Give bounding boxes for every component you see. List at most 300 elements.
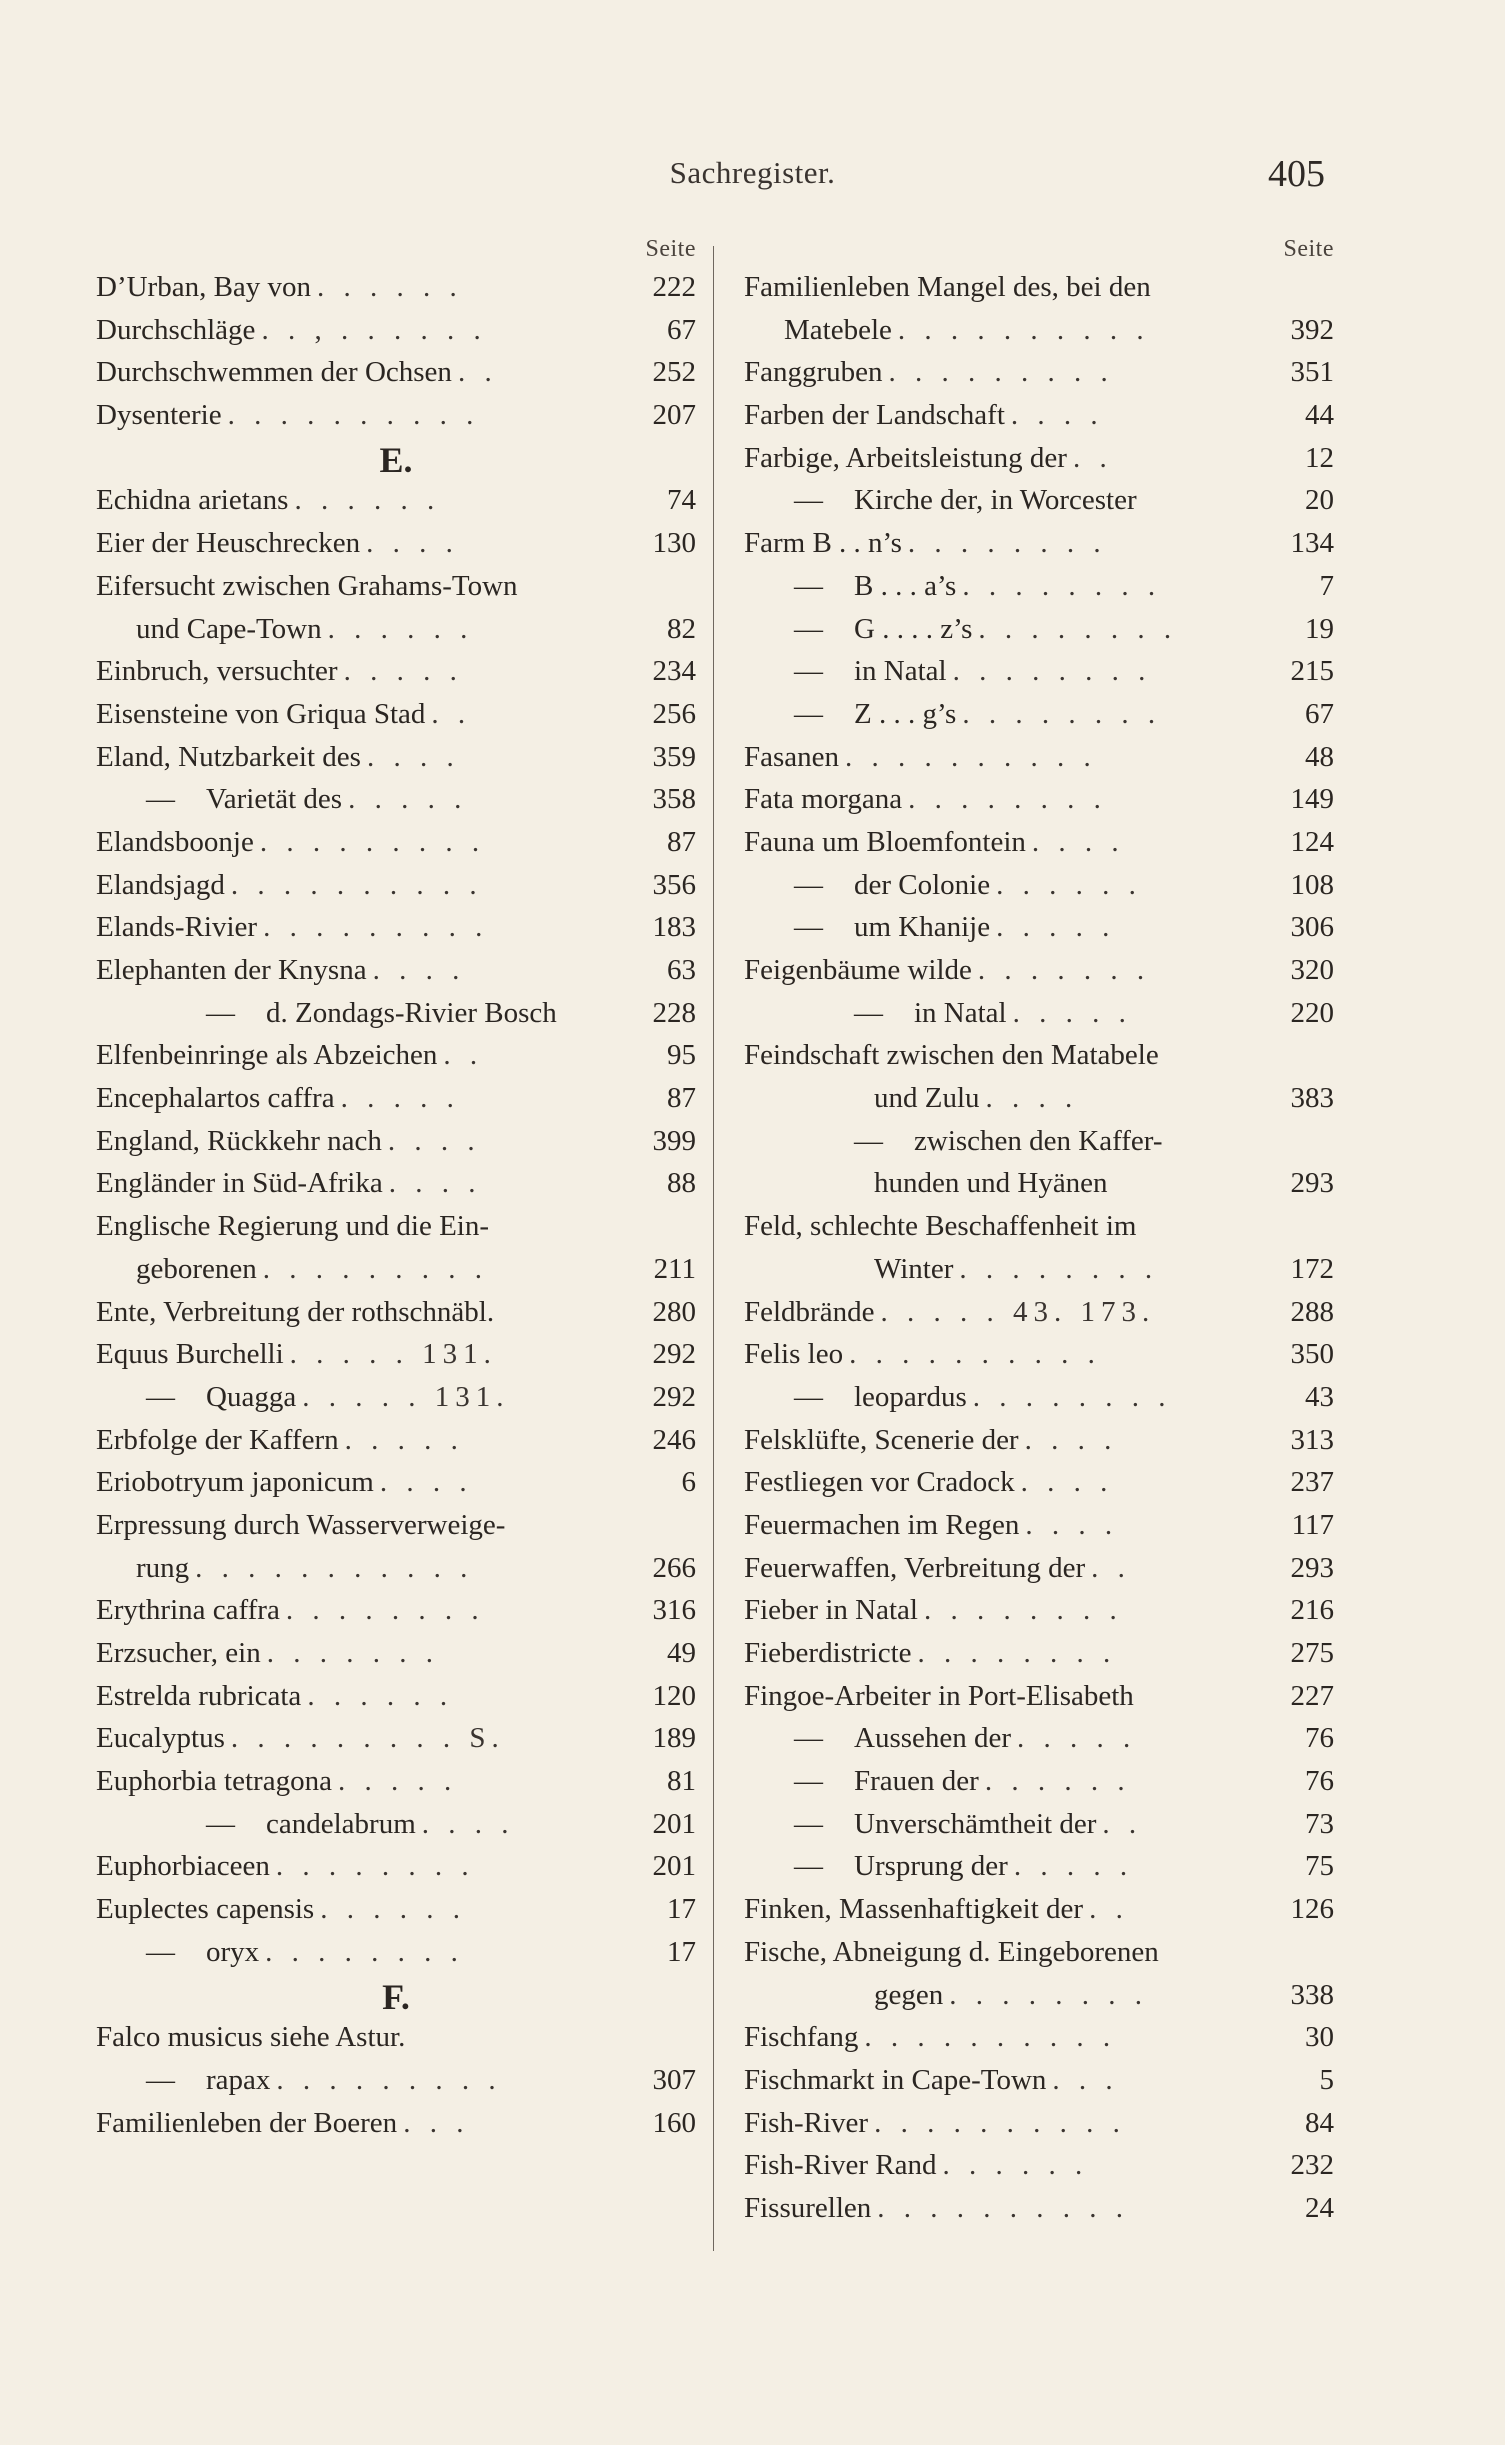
leader-dots: . . . . . . . bbox=[977, 954, 1151, 986]
page-reference: 20 bbox=[1305, 484, 1334, 517]
ditto-dash: — bbox=[794, 1807, 823, 1840]
page-reference: 266 bbox=[652, 1551, 696, 1584]
entry-term: Eier der Heuschrecken bbox=[96, 527, 361, 560]
entry-term: Eucalyptus bbox=[96, 1722, 225, 1755]
page-reference: 288 bbox=[1290, 1295, 1334, 1328]
page-reference: 383 bbox=[1290, 1082, 1334, 1115]
leader-dots: . . . . . bbox=[996, 911, 1116, 944]
entry-term: d. Zondags-Rivier Bosch bbox=[266, 996, 557, 1029]
column-divider bbox=[713, 246, 714, 2251]
index-entry bbox=[744, 437, 1334, 480]
index-subentry bbox=[744, 1717, 1334, 1760]
page-reference: 117 bbox=[1291, 1508, 1334, 1541]
leader-dots: . . . . . . . . . . bbox=[874, 2106, 1126, 2139]
page-reference: 189 bbox=[652, 1722, 696, 1755]
page-reference: 359 bbox=[652, 740, 696, 773]
page-reference: 207 bbox=[652, 399, 696, 432]
ditto-dash: — bbox=[794, 569, 823, 602]
entry-term: Erythrina caffra bbox=[96, 1594, 280, 1627]
page-reference: 232 bbox=[1290, 2149, 1334, 2182]
page-reference: 220 bbox=[1290, 996, 1334, 1029]
page-reference: 293 bbox=[1290, 1167, 1334, 1200]
index-entry bbox=[744, 1291, 1334, 1334]
leader-dots: . . . . . . . . bbox=[952, 655, 1152, 688]
index-entry bbox=[96, 693, 696, 736]
entry-term: in Natal bbox=[914, 996, 1007, 1029]
ditto-dash: — bbox=[206, 996, 235, 1029]
index-subentry bbox=[744, 1760, 1334, 1803]
index-entry bbox=[96, 1333, 696, 1376]
index-entry bbox=[744, 1205, 1334, 1248]
leader-dots: . . . . . . . . bbox=[275, 1850, 475, 1883]
leader-dots: . . . . . bbox=[1017, 1722, 1137, 1755]
page-reference: 126 bbox=[1290, 1893, 1334, 1926]
entry-term: Feldbrände bbox=[744, 1295, 875, 1328]
leader-dots: . . bbox=[457, 356, 498, 389]
leader-dots: . . . . bbox=[379, 1466, 473, 1499]
ditto-dash: — bbox=[146, 1380, 175, 1413]
index-entry bbox=[96, 1461, 696, 1504]
page-reference: 76 bbox=[1305, 1765, 1334, 1798]
entry-term: Fischmarkt in Cape-Town bbox=[744, 2063, 1047, 2096]
entry-term: der Colonie bbox=[854, 868, 991, 901]
page-reference: 292 bbox=[652, 1380, 696, 1413]
leader-dots: . . . . bbox=[1025, 1508, 1119, 1541]
page-reference: 201 bbox=[652, 1807, 696, 1840]
index-subentry bbox=[744, 992, 1334, 1035]
entry-term: Durchschwemmen der Ochsen bbox=[96, 356, 452, 389]
leader-dots: . . . . . . . . bbox=[949, 1978, 1148, 2011]
page-reference: 67 bbox=[1305, 697, 1334, 730]
index-column-left bbox=[96, 236, 696, 2144]
page-reference: 183 bbox=[652, 911, 696, 944]
entry-term: Fauna um Bloemfontein bbox=[744, 825, 1026, 858]
index-entry bbox=[744, 1461, 1334, 1504]
leader-dots: . . . . . . . . bbox=[265, 1935, 464, 1968]
entry-term: Euphorbia tetragona bbox=[96, 1765, 332, 1798]
leader-dots: . . . . bbox=[985, 1082, 1079, 1115]
index-entry bbox=[96, 949, 696, 992]
leader-dots: . . . . . . . . bbox=[962, 697, 1162, 730]
page-reference: 120 bbox=[652, 1679, 696, 1712]
index-entry bbox=[744, 1419, 1334, 1462]
leader-dots: . . . . . . . . bbox=[907, 527, 1107, 560]
entry-term: Frauen der bbox=[854, 1765, 979, 1798]
page-reference: 160 bbox=[652, 2106, 696, 2139]
leader-dots: . . . . . bbox=[344, 1423, 464, 1456]
page-reference: 237 bbox=[1290, 1466, 1334, 1499]
index-entry bbox=[96, 522, 696, 565]
index-entry bbox=[744, 736, 1334, 779]
index-entry bbox=[96, 906, 696, 949]
running-head: Sachregister. bbox=[669, 155, 836, 190]
entry-term: um Khanije bbox=[854, 911, 991, 944]
index-subentry bbox=[744, 1120, 1334, 1163]
index-entry bbox=[744, 821, 1334, 864]
leader-dots: . . . . . . bbox=[984, 1765, 1131, 1798]
entry-term: Fieber in Natal bbox=[744, 1594, 918, 1627]
ditto-dash: — bbox=[146, 2063, 175, 2096]
page-reference: 12 bbox=[1305, 441, 1334, 474]
page-reference: 313 bbox=[1290, 1423, 1334, 1456]
index-entry bbox=[744, 1931, 1334, 1974]
index-subentry bbox=[744, 565, 1334, 608]
entry-term: Eland, Nutzbarkeit des bbox=[96, 740, 361, 773]
leader-dots: . . . . . 131. bbox=[302, 1380, 510, 1413]
entry-term: Fissurellen bbox=[744, 2191, 872, 2224]
index-entry-continuation bbox=[744, 1162, 1334, 1205]
leader-dots: . . . . . . . bbox=[266, 1637, 439, 1669]
index-subentry bbox=[96, 2059, 696, 2102]
entry-term: Feindschaft zwischen den Matabele bbox=[744, 1039, 1159, 1072]
leader-dots: . . . . . . . . . . bbox=[845, 740, 1097, 773]
entry-term: Einbruch, versuchter bbox=[96, 655, 338, 688]
page-reference: 316 bbox=[652, 1594, 696, 1627]
leader-dots: . . . . . . bbox=[307, 1679, 454, 1712]
index-subentry bbox=[744, 608, 1334, 651]
entry-term: Englische Regierung und die Ein- bbox=[96, 1210, 490, 1243]
page-reference: 351 bbox=[1290, 356, 1334, 389]
leader-dots: . . . . . . . . bbox=[923, 1594, 1123, 1627]
page-reference: 149 bbox=[1290, 783, 1334, 816]
entry-term: Dysenterie bbox=[96, 399, 222, 432]
page-reference: 67 bbox=[667, 313, 696, 346]
leader-dots: . . bbox=[1102, 1807, 1143, 1840]
entry-term: Farm B . . n’s bbox=[744, 527, 902, 560]
page-reference: 338 bbox=[1290, 1978, 1334, 2011]
leader-dots: . . . . . . . . . bbox=[262, 1252, 489, 1285]
entry-term: Aussehen der bbox=[854, 1722, 1012, 1755]
index-entry bbox=[744, 394, 1334, 437]
ditto-dash: — bbox=[854, 1124, 883, 1157]
index-entry bbox=[96, 565, 696, 608]
leader-dots: . . . . . . . . . . bbox=[849, 1338, 1101, 1371]
ditto-dash: — bbox=[794, 868, 823, 901]
entry-term: Fieberdistricte bbox=[744, 1637, 912, 1669]
leader-dots: . . . . bbox=[1024, 1423, 1118, 1456]
page-reference: 87 bbox=[667, 825, 696, 858]
page-reference: 5 bbox=[1319, 2063, 1334, 2096]
index-entry bbox=[96, 351, 696, 394]
index-entry bbox=[96, 1632, 696, 1675]
page-reference: 201 bbox=[652, 1850, 696, 1883]
entry-term: Elandsjagd bbox=[96, 868, 225, 901]
leader-dots: . . . . . . . . bbox=[972, 1380, 1172, 1413]
entry-term: G . . . . z’s bbox=[854, 612, 973, 645]
entry-term: Z . . . g’s bbox=[854, 697, 957, 730]
entry-term: und Zulu bbox=[874, 1082, 980, 1115]
index-subentry bbox=[96, 1803, 696, 1846]
entry-term: Fata morgana bbox=[744, 783, 903, 816]
page-reference: 227 bbox=[1290, 1679, 1334, 1712]
index-subentry bbox=[744, 1376, 1334, 1419]
leader-dots: . . . . bbox=[387, 1124, 481, 1157]
index-rows-left bbox=[96, 266, 696, 2144]
index-entry bbox=[744, 778, 1334, 821]
leader-dots: . . . . . . . . bbox=[917, 1637, 1117, 1669]
ditto-dash: — bbox=[794, 1380, 823, 1413]
index-entry-continuation bbox=[744, 1248, 1334, 1291]
page-reference: 17 bbox=[667, 1893, 696, 1926]
entry-term: rung bbox=[136, 1551, 190, 1584]
index-entry bbox=[744, 1504, 1334, 1547]
entry-term: Fish-River bbox=[744, 2106, 869, 2139]
ditto-dash: — bbox=[794, 1850, 823, 1883]
index-entry bbox=[744, 1034, 1334, 1077]
page-reference: 30 bbox=[1305, 2021, 1334, 2054]
leader-dots: . . . . . . bbox=[327, 612, 474, 645]
index-entry bbox=[96, 1845, 696, 1888]
leader-dots: . . . . . . . . bbox=[962, 569, 1162, 602]
entry-term: Familienleben der Boeren bbox=[96, 2106, 398, 2139]
ditto-dash: — bbox=[794, 697, 823, 730]
index-entry bbox=[744, 1888, 1334, 1931]
ditto-dash: — bbox=[794, 612, 823, 645]
index-entry bbox=[744, 2016, 1334, 2059]
entry-term: Feld, schlechte Beschaffenheit im bbox=[744, 1210, 1137, 1243]
entry-term: Eifersucht zwischen Grahams-Town bbox=[96, 569, 518, 602]
index-entry bbox=[744, 2059, 1334, 2102]
page-reference: 84 bbox=[1305, 2106, 1334, 2139]
entry-term: Ursprung der bbox=[854, 1850, 1008, 1883]
entry-term: B . . . a’s bbox=[854, 569, 957, 602]
index-entry bbox=[96, 1675, 696, 1718]
page-reference: 215 bbox=[1290, 655, 1334, 688]
leader-dots: . . . . bbox=[1031, 825, 1125, 858]
entry-term: Elands-Rivier bbox=[96, 911, 258, 944]
page-reference: 7 bbox=[1319, 569, 1334, 602]
section-letter-heading: E. bbox=[379, 439, 413, 480]
seite-label: Seite bbox=[645, 236, 696, 262]
page-reference: 130 bbox=[652, 527, 696, 560]
index-entry bbox=[96, 1717, 696, 1760]
index-entry bbox=[96, 394, 696, 437]
index-subentry bbox=[96, 992, 696, 1035]
leader-dots: . . bbox=[443, 1039, 484, 1072]
page-reference: 307 bbox=[652, 2063, 696, 2096]
entry-term: Erpressung durch Wasserverweige- bbox=[96, 1508, 506, 1541]
leader-dots: . . . . . 43. 173. bbox=[880, 1295, 1156, 1328]
ditto-dash: — bbox=[206, 1807, 235, 1840]
page-reference: 95 bbox=[667, 1039, 696, 1072]
leader-dots: . . . . . bbox=[1012, 996, 1132, 1029]
page-reference: 306 bbox=[1290, 911, 1334, 944]
leader-dots: . . . . bbox=[388, 1167, 482, 1200]
index-entry bbox=[96, 479, 696, 522]
entry-term: Felsklüfte, Scenerie der bbox=[744, 1423, 1019, 1456]
entry-term: Engländer in Süd-Afrika bbox=[96, 1167, 383, 1200]
page-reference: 124 bbox=[1290, 825, 1334, 858]
leader-dots: . . . . . bbox=[340, 1082, 460, 1115]
leader-dots: . . . . . . . . . . bbox=[877, 2191, 1130, 2224]
index-subentry bbox=[744, 693, 1334, 736]
index-entry bbox=[96, 1162, 696, 1205]
index-entry bbox=[96, 1291, 696, 1334]
index-entry-continuation bbox=[96, 1547, 696, 1590]
entry-term: Echidna arietans bbox=[96, 484, 289, 517]
entry-term: Feuermachen im Regen bbox=[744, 1508, 1020, 1541]
index-entry bbox=[96, 1034, 696, 1077]
ditto-dash: — bbox=[854, 996, 883, 1029]
page-reference: 19 bbox=[1305, 612, 1334, 645]
leader-dots: . . . . . . . . bbox=[959, 1252, 1159, 1285]
index-entry bbox=[96, 2016, 696, 2059]
page-reference: 76 bbox=[1305, 1722, 1334, 1755]
index-entry bbox=[744, 2102, 1334, 2145]
page-reference: 74 bbox=[667, 484, 696, 517]
entry-term: Elephanten der Knysna bbox=[96, 954, 367, 986]
index-entry bbox=[744, 2144, 1334, 2187]
entry-term: Unverschämtheit der bbox=[854, 1807, 1097, 1840]
entry-term: Fischfang bbox=[744, 2021, 859, 2054]
index-entry bbox=[96, 1760, 696, 1803]
index-entry bbox=[96, 1419, 696, 1462]
leader-dots: . . bbox=[431, 697, 472, 730]
index-entry bbox=[96, 1589, 696, 1632]
ditto-dash: — bbox=[794, 484, 823, 517]
entry-term: Quagga bbox=[206, 1380, 297, 1413]
entry-term: candelabrum bbox=[266, 1807, 416, 1840]
entry-term: Fanggruben bbox=[744, 356, 883, 389]
index-entry bbox=[96, 1205, 696, 1248]
page-reference: 356 bbox=[652, 868, 696, 901]
entry-term: Fische, Abneigung d. Eingeborenen bbox=[744, 1935, 1159, 1968]
leader-dots: . . . . . bbox=[348, 783, 468, 816]
index-subentry bbox=[96, 778, 696, 821]
index-entry-continuation bbox=[744, 1974, 1334, 2017]
leader-dots: . . bbox=[1089, 1893, 1129, 1926]
page-reference: 87 bbox=[667, 1082, 696, 1115]
page-reference: 216 bbox=[1290, 1594, 1334, 1627]
index-subentry bbox=[744, 906, 1334, 949]
index-entry bbox=[96, 1120, 696, 1163]
page-number: 405 bbox=[1268, 153, 1325, 195]
page-reference: 292 bbox=[652, 1338, 696, 1371]
leader-dots: . . . bbox=[403, 2106, 470, 2139]
entry-term: England, Rückkehr nach bbox=[96, 1124, 382, 1157]
index-entry bbox=[744, 1547, 1334, 1590]
index-subentry bbox=[96, 1376, 696, 1419]
leader-dots: . . . . . . . . bbox=[978, 612, 1178, 645]
page-reference: 350 bbox=[1290, 1338, 1334, 1371]
entry-term: Varietät des bbox=[206, 783, 343, 816]
entry-term: Fasanen bbox=[744, 740, 840, 773]
page-reference: 108 bbox=[1290, 868, 1334, 901]
leader-dots: . . . . . . bbox=[294, 484, 441, 517]
ditto-dash: — bbox=[146, 1935, 175, 1968]
entry-term: Falco musicus siehe Astur. bbox=[96, 2021, 406, 2054]
leader-dots: . . . . bbox=[421, 1807, 515, 1840]
index-entry bbox=[744, 1632, 1334, 1675]
index-entry bbox=[744, 1589, 1334, 1632]
entry-term: Winter bbox=[874, 1252, 954, 1285]
leader-dots: . . . . . 131. bbox=[289, 1338, 497, 1371]
leader-dots: . . . . . . . . . bbox=[276, 2063, 502, 2096]
entry-term: D’Urban, Bay von bbox=[96, 271, 312, 303]
index-column-right bbox=[744, 236, 1334, 2230]
page-reference: 134 bbox=[1290, 527, 1334, 560]
index-entry-continuation bbox=[96, 608, 696, 651]
index-entry bbox=[96, 821, 696, 864]
index-entry bbox=[96, 266, 696, 309]
section-letter-heading: F. bbox=[382, 1976, 410, 2017]
entry-term: Eisensteine von Griqua Stad bbox=[96, 697, 426, 730]
page-reference: 293 bbox=[1290, 1551, 1334, 1584]
leader-dots: . . . . . . bbox=[942, 2149, 1089, 2182]
entry-term: und Cape-Town bbox=[136, 612, 322, 645]
entry-term: Eriobotryum japonicum bbox=[96, 1466, 374, 1499]
entry-term: geborenen bbox=[136, 1252, 257, 1285]
leader-dots: . . , . . . . . . bbox=[261, 313, 487, 346]
page-reference: 399 bbox=[652, 1124, 696, 1157]
index-entry bbox=[744, 2187, 1334, 2230]
index-subentry bbox=[744, 864, 1334, 907]
leader-dots: . . . . bbox=[1010, 399, 1104, 432]
entry-term: hunden und Hyänen bbox=[874, 1167, 1108, 1200]
page-reference: 88 bbox=[667, 1167, 696, 1200]
index-entry bbox=[744, 522, 1334, 565]
leader-dots: . . bbox=[1091, 1551, 1131, 1584]
index-entry bbox=[744, 1675, 1334, 1718]
index-entry bbox=[96, 1077, 696, 1120]
leader-dots: . . . bbox=[1052, 2063, 1119, 2096]
page-reference: 49 bbox=[667, 1637, 696, 1669]
leader-dots: . . . . . bbox=[337, 1765, 458, 1798]
leader-dots: . . . . . . . . bbox=[285, 1594, 485, 1627]
index-entry bbox=[96, 650, 696, 693]
entry-term: Erzsucher, ein bbox=[96, 1637, 261, 1669]
leader-dots: . . . . . . . . . . . bbox=[195, 1551, 474, 1584]
page-reference: 82 bbox=[667, 612, 696, 645]
entry-term: Feigenbäume wilde bbox=[744, 954, 972, 986]
index-subentry bbox=[744, 1803, 1334, 1846]
page-reference: 6 bbox=[681, 1466, 696, 1499]
entry-term: Estrelda rubricata bbox=[96, 1679, 302, 1712]
leader-dots: . . . . . . . . . . bbox=[897, 313, 1150, 346]
entry-term: rapax bbox=[206, 2063, 271, 2096]
entry-term: Erbfolge der Kaffern bbox=[96, 1423, 339, 1456]
index-subentry bbox=[744, 650, 1334, 693]
index-entry bbox=[96, 1504, 696, 1547]
leader-dots: . . . . . . . . . . bbox=[227, 399, 480, 432]
leader-dots: . . . . . bbox=[343, 655, 463, 688]
page-reference: 275 bbox=[1290, 1637, 1334, 1669]
entry-term: in Natal bbox=[854, 655, 947, 688]
leader-dots: . . . . . . . . . S. bbox=[230, 1722, 505, 1755]
entry-term: Farbige, Arbeitsleistung der bbox=[744, 441, 1067, 474]
page-reference: 44 bbox=[1305, 399, 1334, 432]
entry-term: Euplectes capensis bbox=[96, 1893, 315, 1926]
leader-dots: . . . . bbox=[366, 740, 460, 773]
entry-term: Elfenbeinringe als Abzeichen bbox=[96, 1039, 438, 1072]
index-entry bbox=[744, 266, 1334, 309]
index-entry bbox=[744, 351, 1334, 394]
entry-term: oryx bbox=[206, 1935, 260, 1968]
leader-dots: . . . . . . . . bbox=[908, 783, 1107, 816]
entry-term: Felis leo bbox=[744, 1338, 844, 1371]
leader-dots: . . . . bbox=[372, 954, 466, 986]
leader-dots: . . bbox=[1072, 441, 1113, 474]
entry-term: gegen bbox=[874, 1978, 944, 2011]
entry-term: Feuerwaffen, Verbreitung der bbox=[744, 1551, 1086, 1584]
ditto-dash: — bbox=[794, 1765, 823, 1798]
seite-label: Seite bbox=[1283, 236, 1334, 262]
entry-term: Farben der Landschaft bbox=[744, 399, 1005, 432]
entry-term: Fish-River Rand bbox=[744, 2149, 937, 2182]
page-reference: 211 bbox=[653, 1252, 696, 1285]
page-reference: 172 bbox=[1290, 1252, 1334, 1285]
index-entry-continuation bbox=[96, 1248, 696, 1291]
